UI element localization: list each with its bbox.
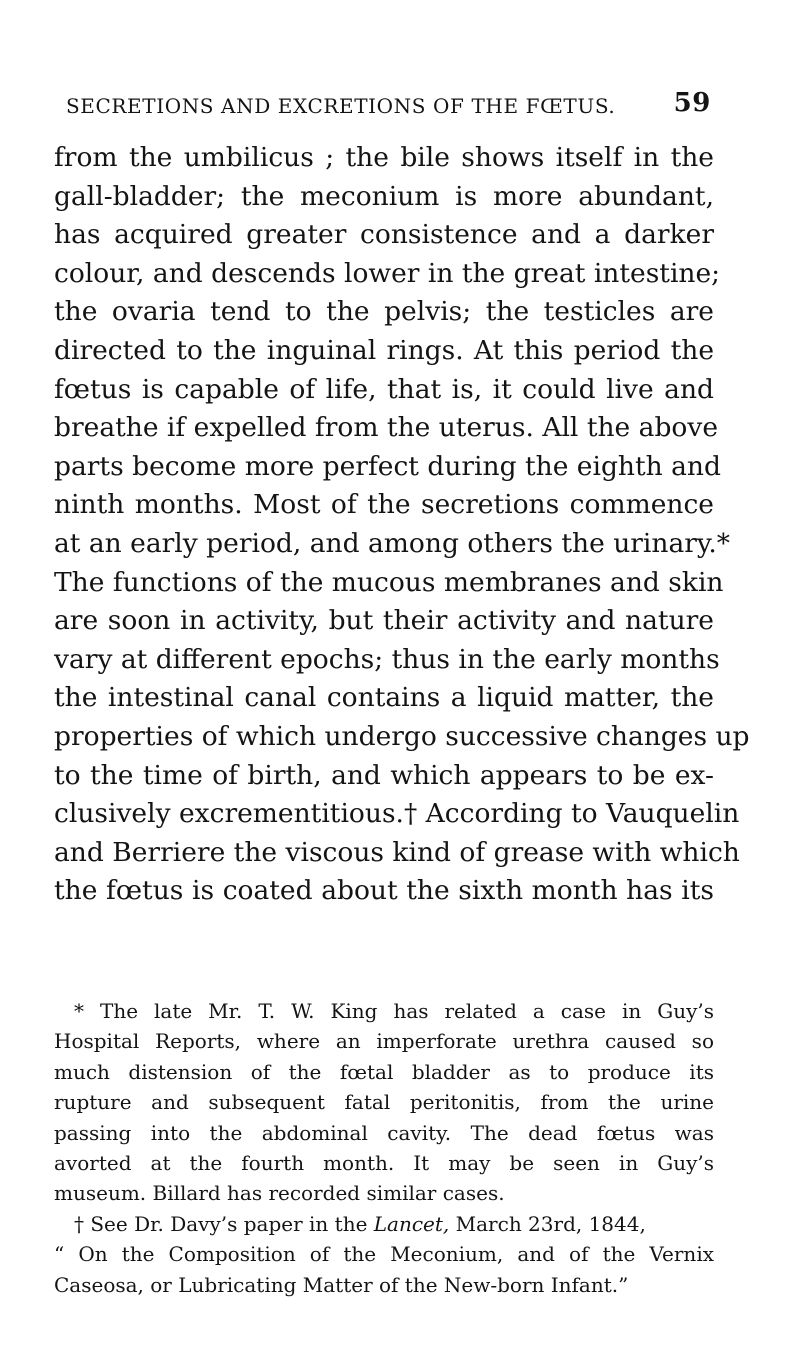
footnote-line: “ On the Composition of the Meconium, and of the Vernix [54, 1242, 714, 1267]
footnote-line: passing into the abdominal cavity. The dead fœtus was [54, 1120, 714, 1145]
body-line: has acquired greater consistence and a darker [54, 219, 714, 251]
body-line: from the umbilicus ; the bile shows itself in the [54, 142, 714, 173]
footnote-line: rupture and subsequent fatal peritonitis, from the urine [54, 1090, 714, 1115]
body-line: at an early period, and among others the urinary.* [54, 527, 731, 559]
body-text [54, 139, 750, 911]
body-line: and Berriere the viscous kind of grease with which [54, 836, 740, 868]
body-line: the ovaria tend to the pelvis; the testicles are [54, 296, 714, 328]
footnote-line: avorted at the fourth month. It may be seen in Guy’s [54, 1150, 714, 1175]
journal-title: Lancet, [373, 1211, 450, 1236]
body-line: vary at different epochs; thus in the early months [54, 643, 720, 675]
footnote-davy [54, 1209, 714, 1300]
footnote-line: Hospital Reports, where an imperforate urethra caused so [54, 1029, 714, 1054]
body-line: ninth months. Most of the secretions commence [54, 489, 714, 521]
running-header [66, 88, 711, 124]
body-line: are soon in activity, but their activity and nature [54, 605, 714, 637]
body-line: to the time of birth, and which appears to be ex- [54, 759, 714, 791]
footnote-king [54, 996, 714, 1209]
footnote-line: * The late Mr. T. W. King has related a case in Guy’s [74, 999, 714, 1023]
footnote-line: much distension of the fœtal bladder as to produce its [54, 1059, 714, 1084]
body-line: clusively excrementitious.† According to Vauquelin [54, 798, 740, 830]
body-line: colour, and descends lower in the great intestine; [54, 257, 721, 289]
footnote-line: Caseosa, or Lubricating Matter of the New-born Infant.” [54, 1272, 629, 1297]
footnote-line [54, 1209, 714, 1239]
footnote-text: March 23rd, 1844, [449, 1211, 646, 1236]
footnote-line: museum. Billard has recorded similar cases. [54, 1181, 505, 1206]
running-title: SECRETIONS AND EXCRETIONS OF THE FŒTUS. [66, 94, 616, 118]
footnote-text: † See Dr. Davy’s paper in the [74, 1211, 374, 1236]
body-line: breathe if expelled from the uterus. All the above [54, 412, 719, 444]
body-line: parts become more perfect during the eighth and [54, 450, 721, 482]
body-line: directed to the inguinal rings. At this period the [54, 334, 714, 366]
body-line: fœtus is capable of life, that is, it could live and [54, 373, 714, 405]
body-line: properties of which undergo successive changes up [54, 720, 750, 752]
body-line: the fœtus is coated about the sixth month has its [54, 875, 714, 907]
footnotes [54, 996, 714, 1300]
body-line: the intestinal canal contains a liquid matter, the [54, 682, 714, 714]
page-number: 59 [673, 88, 711, 118]
body-line: gall-bladder; the meconium is more abundant, [54, 180, 714, 212]
body-line: The functions of the mucous membranes and skin [54, 566, 724, 598]
